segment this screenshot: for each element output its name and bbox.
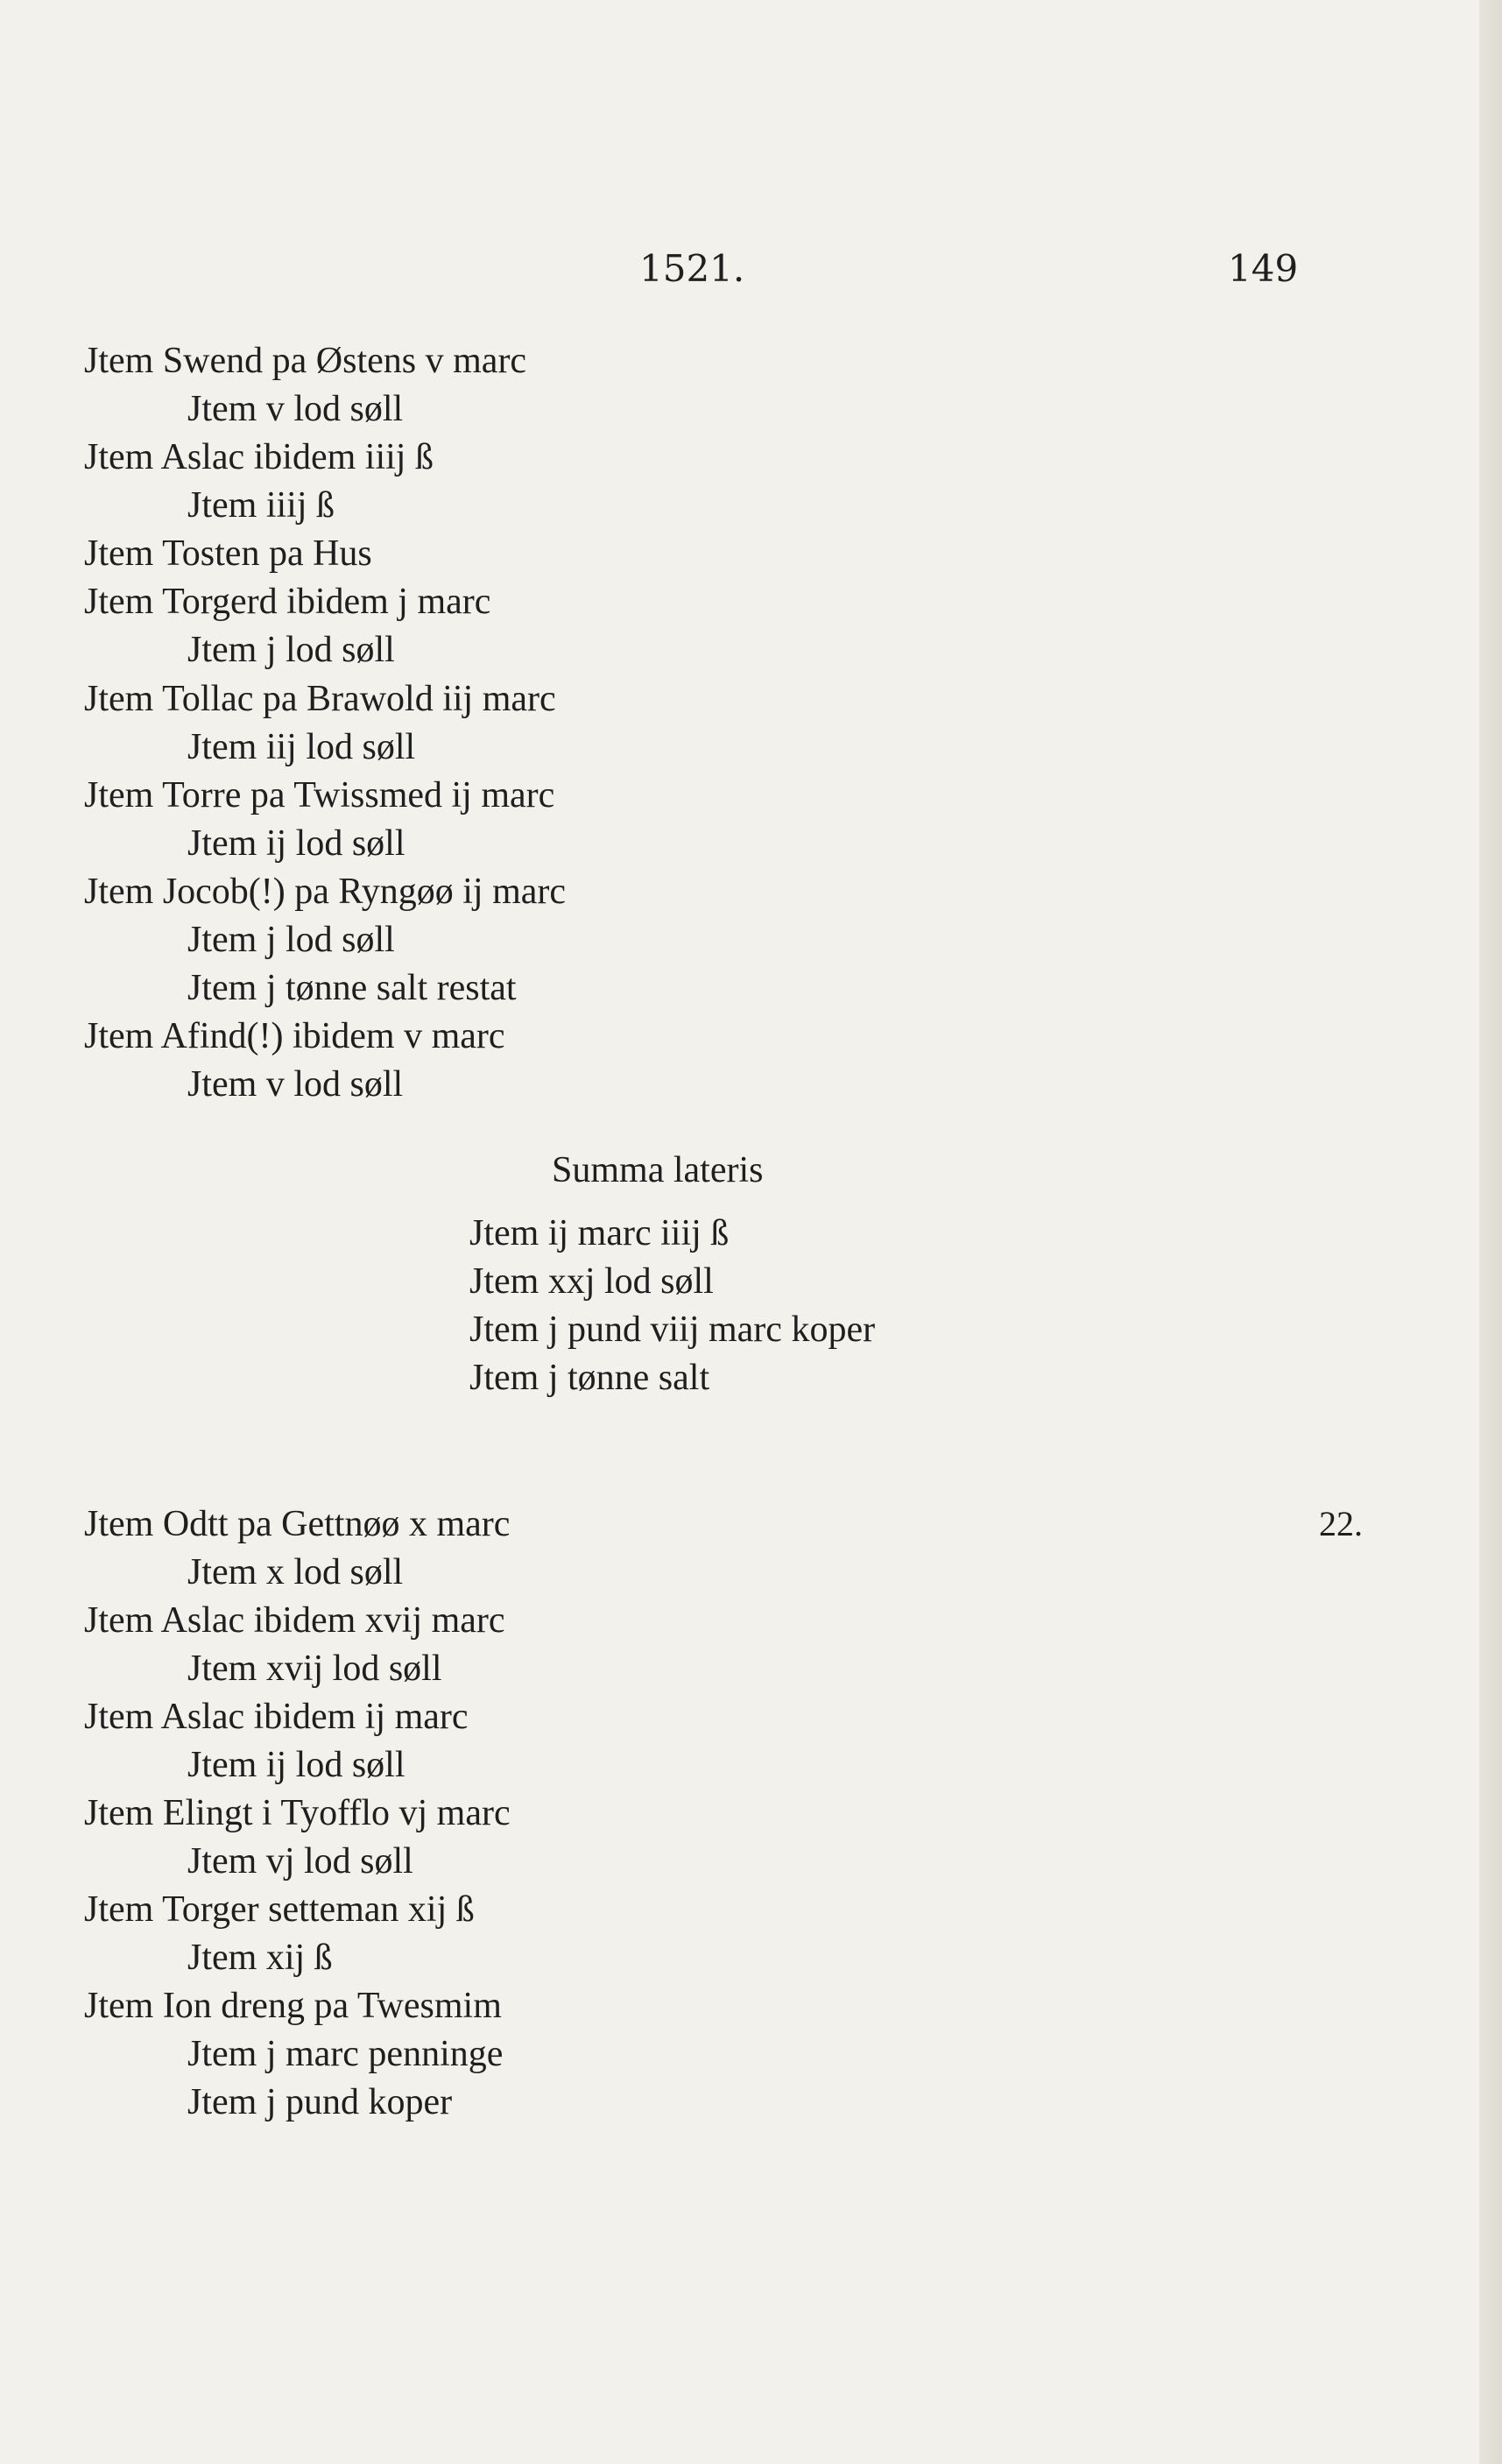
entry-subline: Jtem xij ß	[187, 1938, 333, 1978]
entry-line: Jtem Tosten pa Hus	[84, 533, 372, 574]
summa-line: Jtem j pund viij marc koper	[469, 1310, 876, 1350]
page-number: 149	[1228, 247, 1299, 290]
entry-subline: Jtem j lod søll	[187, 920, 395, 960]
entry-subline: Jtem j pund koper	[187, 2082, 453, 2122]
entry-line: Jtem Odtt pa Gettnøø x marc	[84, 1504, 511, 1544]
entry-line: Jtem Torgerd ibidem j marc	[84, 582, 491, 622]
entry-subline: Jtem j marc penninge	[187, 2034, 504, 2074]
entry-subline: Jtem iij lod søll	[187, 727, 416, 767]
summa-heading: Summa lateris	[552, 1150, 764, 1190]
entry-line: Jtem Aslac ibidem iiij ß	[84, 437, 434, 477]
entry-line: Jtem Jocob(!) pa Ryngøø ij marc	[84, 872, 567, 912]
entry-line: Jtem Torger setteman xij ß	[84, 1889, 475, 1930]
entry-line: Jtem Afind(!) ibidem v marc	[84, 1016, 505, 1056]
entry-subline: Jtem j tønne salt restat	[187, 968, 517, 1008]
entry-subline: Jtem xvij lod søll	[187, 1649, 442, 1689]
page-edge	[1479, 0, 1502, 2464]
entry-subline: Jtem ij lod søll	[187, 823, 405, 864]
entry-subline: Jtem ij lod søll	[187, 1745, 405, 1785]
entry-line: Jtem Swend pa Østens v marc	[84, 341, 527, 381]
entry-subline: Jtem j lod søll	[187, 630, 395, 670]
summa-line: Jtem xxj lod søll	[469, 1261, 714, 1302]
page-year: 1521.	[639, 247, 745, 290]
entry-subline: Jtem vj lod søll	[187, 1841, 413, 1882]
entry-line: Jtem Aslac ibidem xvij marc	[84, 1600, 505, 1641]
entry-line: Jtem Aslac ibidem ij marc	[84, 1697, 469, 1737]
entry-subline: Jtem v lod søll	[187, 389, 404, 429]
entry-line: Jtem Torre pa Twissmed ij marc	[84, 775, 555, 815]
margin-note: 22.	[1319, 1504, 1363, 1543]
entry-subline: Jtem x lod søll	[187, 1552, 404, 1592]
entry-subline: Jtem v lod søll	[187, 1064, 404, 1105]
entry-line: Jtem Tollac pa Brawold iij marc	[84, 679, 556, 719]
entry-line: Jtem Ion dreng pa Twesmim	[84, 1986, 502, 2026]
entry-line: Jtem Elingt i Tyofflo vj marc	[84, 1793, 511, 1833]
summa-line: Jtem j tønne salt	[469, 1358, 710, 1398]
entry-subline: Jtem iiij ß	[187, 485, 335, 526]
summa-line: Jtem ij marc iiij ß	[469, 1213, 730, 1253]
